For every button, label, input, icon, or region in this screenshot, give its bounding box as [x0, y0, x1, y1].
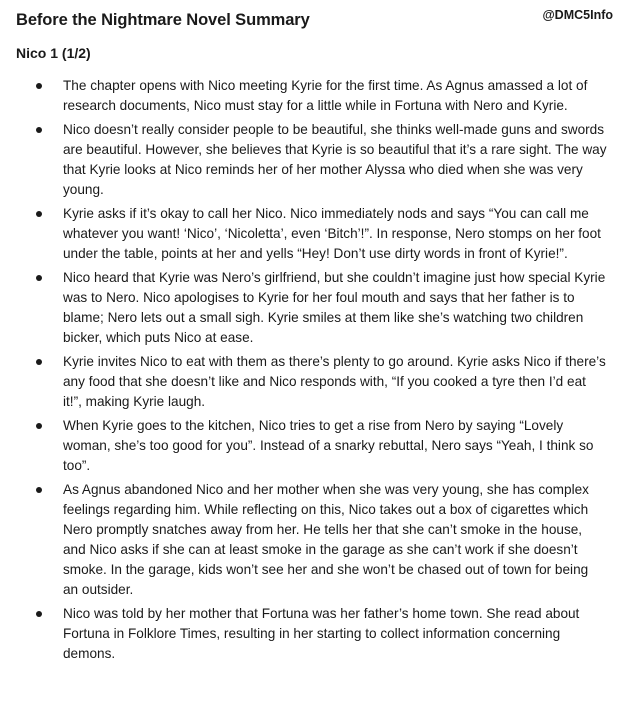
bullet-point-icon [36, 423, 42, 429]
list-item [0, 480, 627, 600]
bullet-text: The chapter opens with Nico meeting Kyrie for the first time. As Agnus amassed a lot of research documents, Nico must stay for a little while in Fortuna with Nero and Kyrie. [63, 78, 588, 113]
list-item [0, 76, 627, 116]
bullet-text: Kyrie asks if it’s okay to call her Nico. Nico immediately nods and says “You can call me whatever you want! ‘Nico’, ‘Nicoletta’, even ‘Bitch’!”. In response, Nero stomps on her foot under the table, points at her and yells “Hey! Don’t use dirty words in front of Kyrie!”. [63, 206, 601, 261]
bullet-point-icon [36, 127, 42, 133]
document-title: Before the Nightmare Novel Summary [16, 11, 310, 29]
list-item [0, 268, 627, 348]
bullet-point-icon [36, 611, 42, 617]
list-item [0, 120, 627, 200]
bullet-point-icon [36, 211, 42, 217]
bullet-point-icon [36, 275, 42, 281]
bullet-point-icon [36, 83, 42, 89]
bullet-text: Nico was told by her mother that Fortuna was her father’s home town. She read about Fortuna in Folklore Times, resulting in her starting to collect information concerning demons. [63, 606, 580, 661]
list-item [0, 416, 627, 476]
list-item [0, 204, 627, 264]
bullet-point-icon [36, 487, 42, 493]
list-item [0, 604, 627, 664]
summary-bullet-list [0, 76, 627, 668]
author-handle: @DMC5Info [542, 8, 613, 22]
bullet-text: When Kyrie goes to the kitchen, Nico tries to get a rise from Nero by saying “Lovely woman, she’s too good for you”. Instead of a snarky rebuttal, Nero says “Yeah, I think so too”. [63, 418, 594, 473]
bullet-text: As Agnus abandoned Nico and her mother when she was very young, she has complex feelings regarding him. While reflecting on this, Nico takes out a box of cigarettes which Nero promptly snatches away from her. He tells her that she can’t smoke in the house, and Nico asks if she can at least smoke in the garage as she can’t work if she doesn’t smoke. In the garage, kids won’t see her and she won’t be chased out of town for being an outsider. [63, 482, 589, 597]
bullet-text: Nico heard that Kyrie was Nero’s girlfriend, but she couldn’t imagine just how special Kyrie was to Nero. Nico apologises to Kyrie for her foul mouth and says that her father is to blame; Nero lets out a small sigh. Kyrie smiles at them like she’s watching two children bicker, which puts Nico at ease. [63, 270, 606, 345]
list-item [0, 352, 627, 412]
bullet-text: Kyrie invites Nico to eat with them as there’s plenty to go around. Kyrie asks Nico if there’s any food that she doesn’t like and Nico responds with, “If you cooked a tyre then I’d eat it!”, making Kyrie laugh. [63, 354, 606, 409]
bullet-text: Nico doesn’t really consider people to be beautiful, she thinks well-made guns and swords are beautiful. However, she believes that Kyrie is so beautiful that it’s a rare sight. The way that Kyrie looks at Nico reminds her of her mother Alyssa who died when she was very young. [63, 122, 607, 197]
section-heading: Nico 1 (1/2) [16, 45, 91, 61]
bullet-point-icon [36, 359, 42, 365]
